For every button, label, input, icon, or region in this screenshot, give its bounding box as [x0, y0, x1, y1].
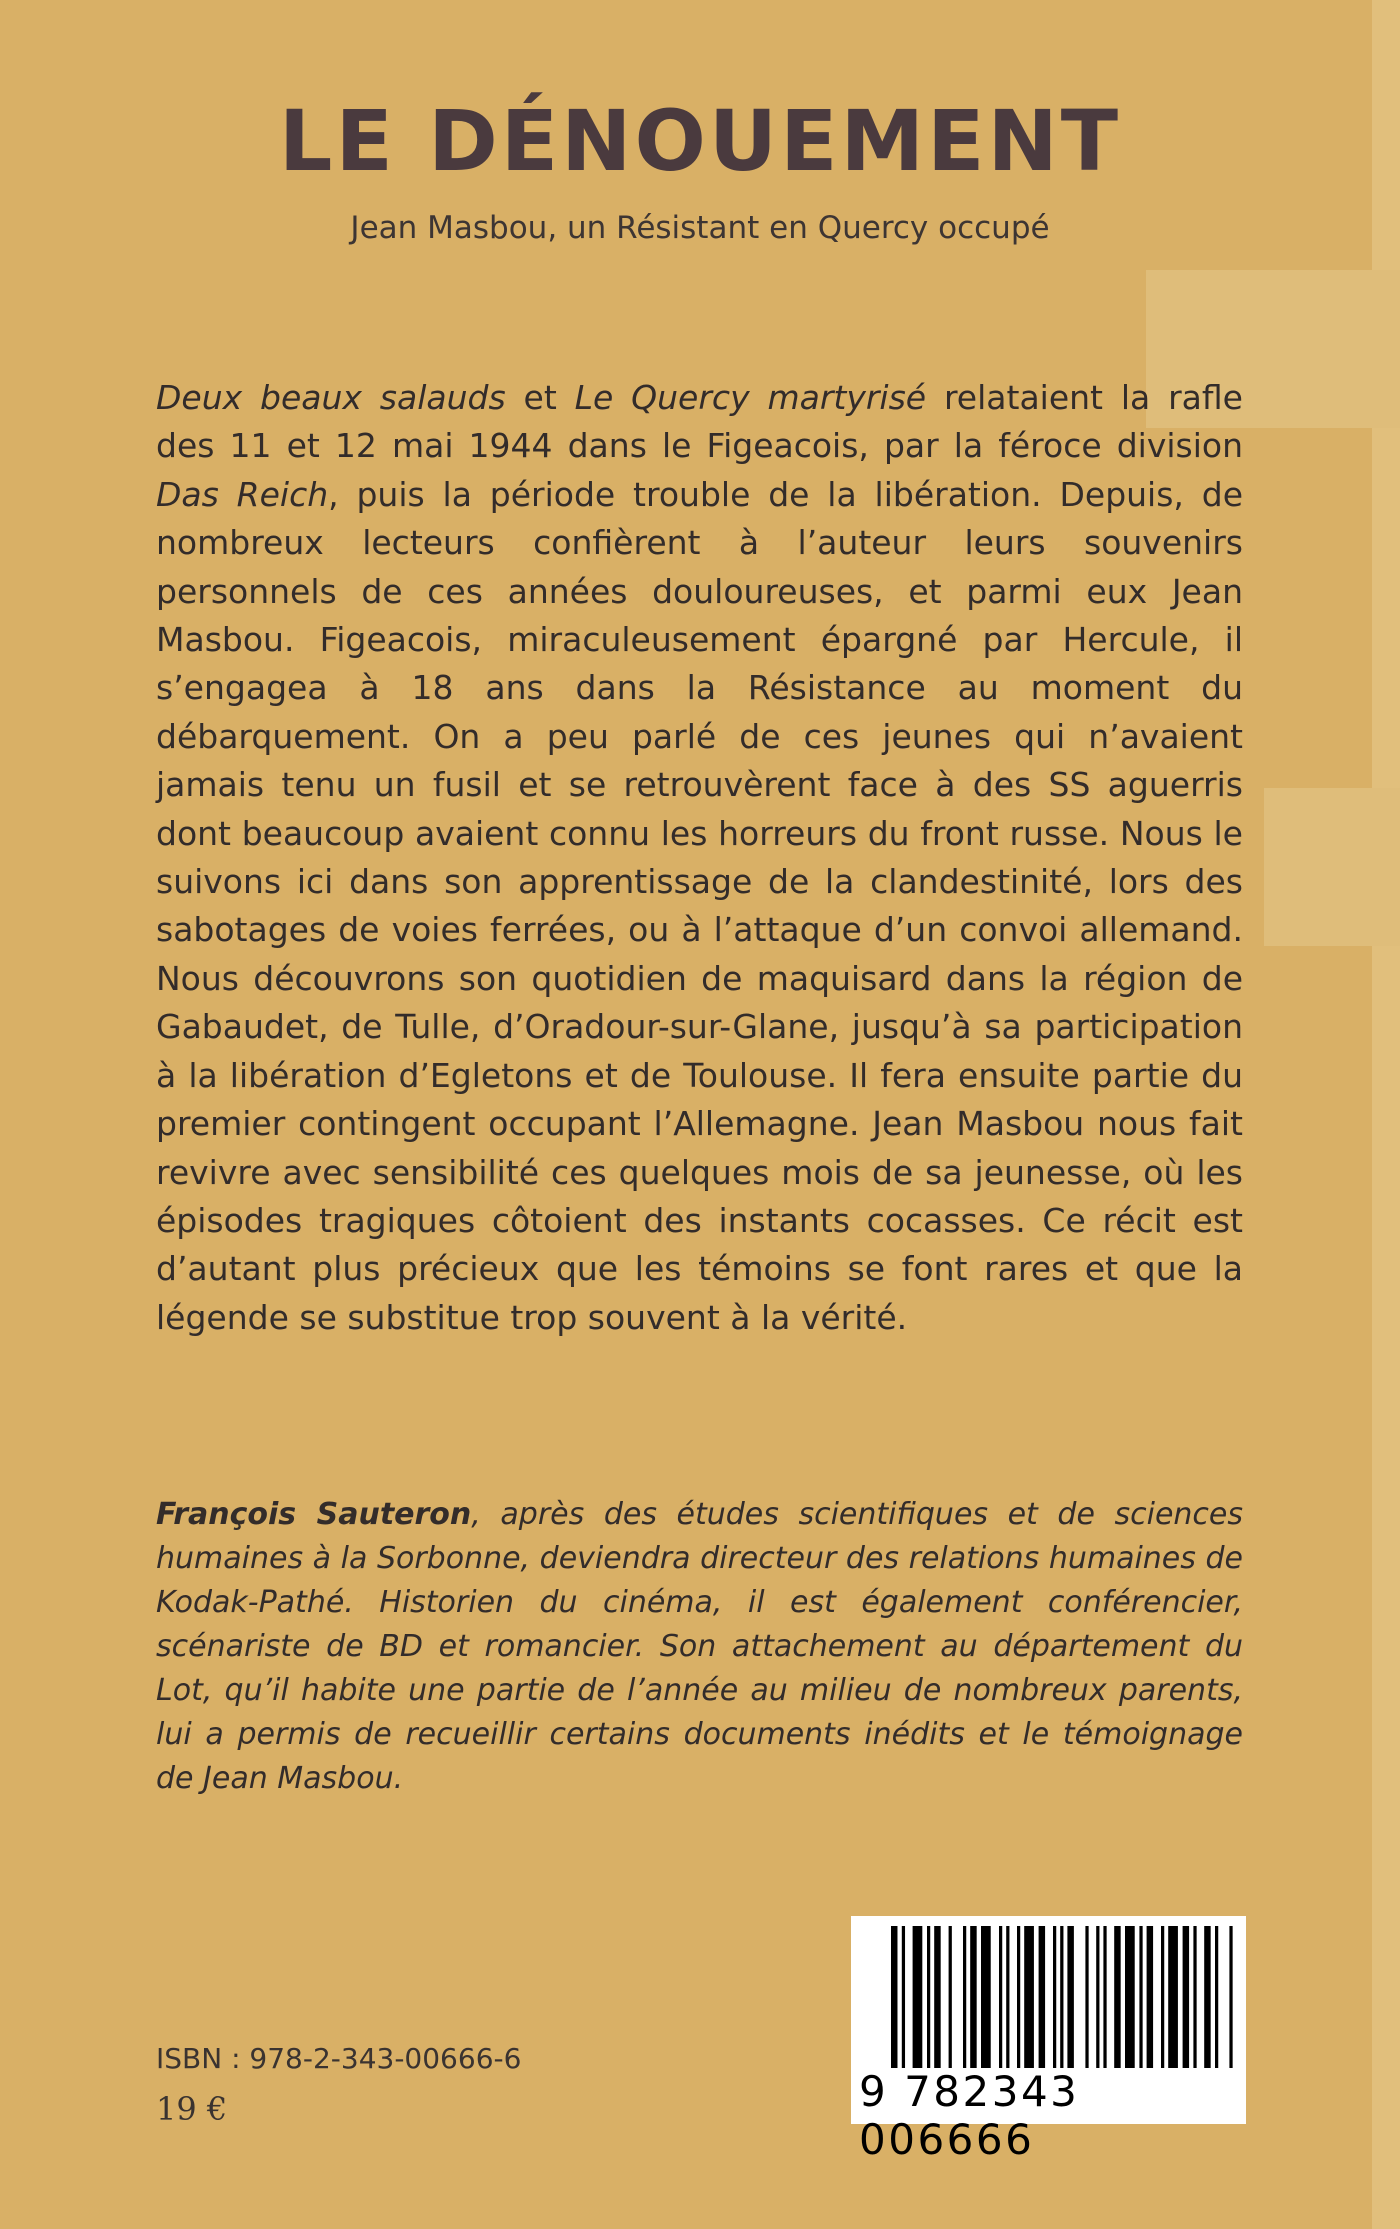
barcode-bar	[949, 1926, 952, 2068]
synopsis-italic-title: Le Quercy martyrisé	[574, 378, 927, 417]
barcode-bar	[1114, 1926, 1120, 2068]
barcode-bar	[891, 1926, 897, 2068]
author-bio	[156, 1493, 1243, 1801]
decorative-stripe	[1372, 946, 1400, 2229]
barcode-bar	[1024, 1926, 1034, 2068]
price: 19 €	[156, 2090, 228, 2128]
barcode-bar	[999, 1926, 1002, 2068]
barcode-bar	[1096, 1926, 1099, 2068]
barcode-bar	[981, 1926, 991, 2068]
barcode-number: 9 782343 006666	[859, 2067, 1080, 2164]
author-name: François Sauteron	[156, 1497, 472, 1532]
barcode-bar	[1067, 1926, 1073, 2068]
synopsis-italic-title: Das Reich	[156, 474, 329, 514]
book-subtitle: Jean Masbou, un Résistant en Quercy occupé	[350, 210, 1050, 246]
book-title: LE DÉNOUEMENT	[278, 92, 1122, 190]
barcode-bar	[970, 1926, 976, 2068]
barcode-bar	[1193, 1926, 1196, 2068]
synopsis-segment: et	[505, 378, 575, 417]
barcode-bar	[1017, 1926, 1020, 2068]
barcode-bar	[1103, 1926, 1106, 2068]
barcode-bar	[913, 1926, 923, 2068]
barcode	[851, 1916, 1246, 2164]
barcode-bar	[963, 1926, 966, 2068]
barcode-bar	[1085, 1926, 1088, 2068]
barcode-bar	[1053, 1926, 1056, 2068]
barcode-bar	[1039, 1926, 1045, 2068]
barcode-bar	[1060, 1926, 1063, 2068]
barcode-bar	[1204, 1926, 1210, 2068]
barcode-bar	[1125, 1926, 1135, 2068]
barcode-bar	[1229, 1926, 1232, 2068]
barcode-bar	[1161, 1926, 1164, 2068]
author-bio-text: , après des études scientifiques et de sciences humaines à la Sorbonne, deviendra directeur des relations humaines de Kodak-Pathé. Historien du cinéma, il est également conférencier, scénariste de BD et romancier. Son attachement au département du Lot, qu’il habite une partie de l’année au milieu de nombreux parents, lui a permis de recueillir certains documents inédits et le témoignage de Jean Masbou.	[156, 1497, 1243, 1796]
synopsis-italic-title: Deux beaux salauds	[156, 378, 506, 417]
barcode-bar	[1006, 1926, 1009, 2068]
decorative-stripe	[1372, 428, 1400, 788]
decorative-stripe	[1264, 788, 1400, 946]
barcode-bar	[1215, 1926, 1218, 2068]
isbn: ISBN : 978-2-343-00666-6	[156, 2042, 522, 2075]
barcode-bar	[1168, 1926, 1178, 2068]
barcode-bar	[902, 1926, 905, 2068]
barcode-bar	[934, 1926, 940, 2068]
barcode-bar	[927, 1926, 930, 2068]
synopsis-segment: , puis la période trouble de la libération. Depuis, de nombreux lecteurs confièrent à l’auteur leurs souvenirs personnels de ces années douloureuses, et parmi eux Jean Masbou. Figeacois, miraculeusement épargné par Hercule, il s’engagea à 18 ans dans la Résistance au moment du débarquement. On a peu parlé de ces jeunes qui n’avaient jamais tenu un fusil et se retrouvèrent face à des SS aguerris dont beaucoup avaient connu les horreurs du front russe. Nous le suivons ici dans son apprentissage de la clandestinité, lors des sabotages de voies ferrées, ou à l’attaque d’un convoi allemand. Nous découvrons son quotidien de maquisard dans la région de Gabaudet, de Tulle, d’Oradour-sur-Glane, jusqu’à sa participation à la libération d’Egletons et de Toulouse. Il fera ensuite partie du premier contingent occupant l’Allemagne. Jean Masbou nous fait revivre avec sensibilité ces quelques mois de sa jeunesse, où les épisodes tragiques côtoient des instants cocasses. Ce récit est d’autant plus précieux que les témoins se font rares et que la légende se substitue trop souvent à la vérité.	[156, 474, 1243, 1337]
synopsis-text	[156, 374, 1243, 1342]
barcode-bar	[1183, 1926, 1189, 2068]
barcode-bar	[1147, 1926, 1153, 2068]
barcode-bar	[1139, 1926, 1142, 2068]
synopsis-segment: relataient la rafle des 11 et 12 mai 1944 dans le Figeacois, par la féroce division	[156, 378, 1243, 466]
